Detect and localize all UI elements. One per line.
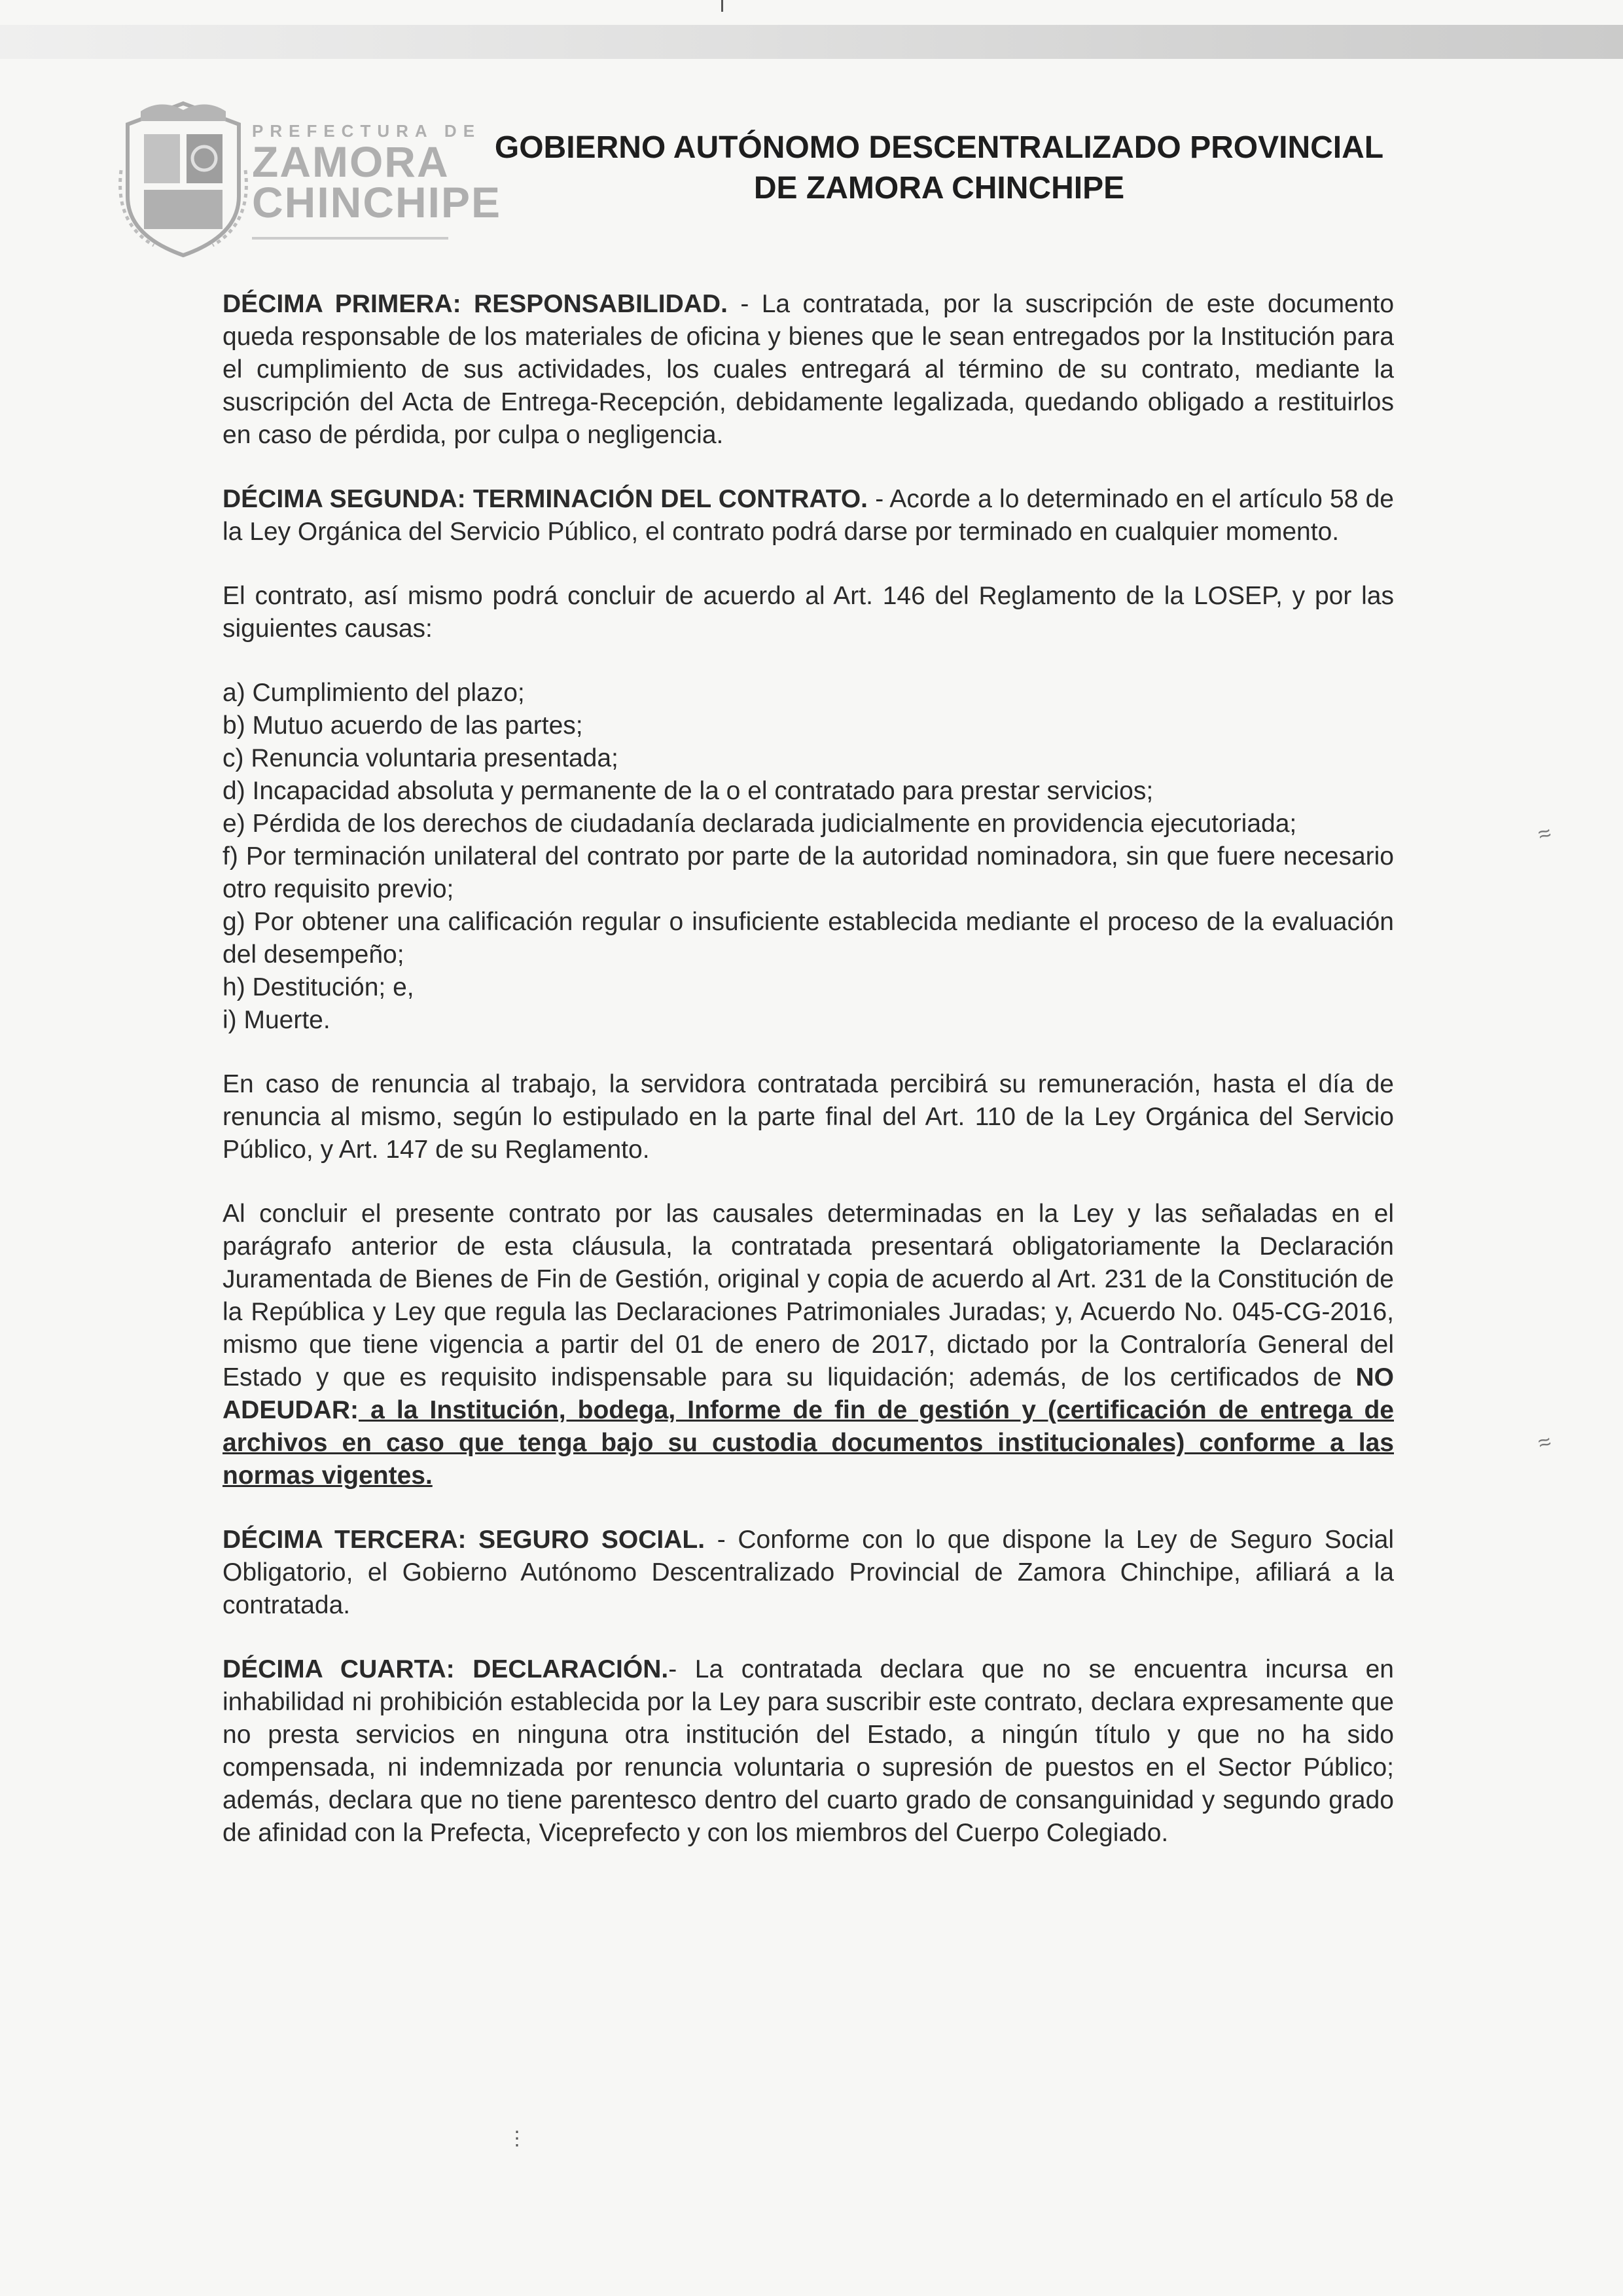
list-item: g) Por obtener una calificación regular o insuficiente establecida mediante el proceso de la evaluación del desempeño; — [223, 908, 1394, 969]
scan-dots: ⋮ — [507, 2128, 527, 2149]
clause-heading: DÉCIMA TERCERA: SEGURO SOCIAL. — [223, 1526, 705, 1554]
causes-list — [223, 677, 1394, 1037]
list-item: a) Cumplimiento del plazo; — [223, 679, 525, 707]
list-item: h) Destitución; e, — [223, 973, 414, 1001]
list-item: d) Incapacidad absoluta y permanente de la o el contratado para prestar servicios; — [223, 777, 1154, 805]
paragraph-declaration-requirement — [223, 1198, 1394, 1492]
clause-heading: DÉCIMA SEGUNDA: TERMINACIÓN DEL CONTRATO. — [223, 485, 868, 513]
header-title-line-1: GOBIERNO AUTÓNOMO DESCENTRALIZADO PROVINCIAL — [494, 130, 1384, 165]
document-body — [223, 288, 1394, 1881]
paragraph-resignation: En caso de renuncia al trabajo, la servidora contratada percibirá su remuneración, hasta el día de renuncia al mismo, según lo estipulado en la parte final del Art. 110 de la Ley Orgánica del Servicio Público, y Art. 147 de su Reglamento. — [223, 1070, 1394, 1164]
clause-text: - La contratada declara que no se encuentra incursa en inhabilidad ni prohibición establecida por la Ley para suscribir este contrato, declara expresamente que no presta servicios en ninguna otra institución del Estado, a ningún título y que no ha sido compensada, ni indemnizada por renuncia voluntaria o supresión de puestos en el Sector Público; además, declara que no tiene parentesco dentro del cuarto grado de consanguinidad y segundo grado de afinidad con la Prefecta, Viceprefecto y con los miembros del Cuerpo Colegiado. — [223, 1655, 1394, 1847]
clause-decima-tercera — [223, 1524, 1394, 1622]
clause-decima-primera — [223, 288, 1394, 452]
header-title-line-2: DE ZAMORA CHINCHIPE — [753, 171, 1125, 206]
clause-text: - La contratada, por la suscripción de este documento queda responsable de los materiales de oficina y bienes que le sean entregados por la Institución para el cumplimiento de sus actividades, los cuales entregará al término de su contrato, mediante la suscripción del Acta de Entrega-Recepción, debidamente legalizada, quedando obligado a restituirlos en caso de pérdida, por culpa o negligencia. — [223, 290, 1395, 449]
list-item: e) Pérdida de los derechos de ciudadanía declarada judicialmente en providencia ejecutoriada; — [223, 810, 1297, 838]
clause-text: - Acorde a lo determinado en el artículo 58 de la Ley Orgánica del Servicio Público, el contrato podrá darse por terminado en cualquier momento. — [223, 485, 1395, 546]
list-item: f) Por terminación unilateral del contrato por parte de la autoridad nominadora, sin que fuere necesario otro requisito previo; — [223, 842, 1394, 903]
no-adeudar-requirements: a la Institución, bodega, Informe de fin de gestión y (certificación de entrega de archivos en caso que tenga bajo su custodia documentos institucionales) conforme a las normas vigentes. — [223, 1396, 1394, 1490]
list-item: i) Muerte. — [223, 1006, 330, 1034]
logo-text-chinchipe: CHINCHIPE — [252, 178, 502, 226]
margin-scribble: ≈ — [1535, 1429, 1554, 1456]
logo-text-zamora: ZAMORA — [252, 137, 450, 186]
clause-decima-cuarta — [223, 1653, 1394, 1850]
document-header-title — [471, 128, 1407, 209]
scan-shadow-band — [0, 25, 1623, 59]
list-item: c) Renuncia voluntaria presentada; — [223, 744, 618, 772]
margin-scribble: ≈ — [1535, 820, 1554, 848]
logo-underline — [252, 237, 448, 240]
clause-decima-segunda — [223, 483, 1394, 548]
logo-wordmark — [252, 121, 501, 240]
clause-heading: DÉCIMA CUARTA: DECLARACIÓN. — [223, 1655, 669, 1683]
paragraph-text: Al concluir el presente contrato por las causales determinadas en la Ley y las señaladas en el parágrafo anterior de esta cláusula, la contratada presentará obligatoriamente la Declaración Juramentada de Bienes de Fin de Gestión, original y copia de acuerdo al Art. 231 de la Constitución de la República y Ley que regula las Declaraciones Patrimoniales Juradas; y, Acuerdo No. 045-CG-2016, mismo que tiene vigencia a partir del 01 de enero de 2017, dictado por la Contraloría General del Estado y que es requisito indispensable para su liquidación; además, de los certificados de — [223, 1200, 1394, 1391]
list-item: b) Mutuo acuerdo de las partes; — [223, 711, 583, 740]
logo-text-small: PREFECTURA DE — [252, 121, 482, 141]
scan-mark — [721, 0, 723, 12]
clause-heading: DÉCIMA PRIMERA: RESPONSABILIDAD. — [223, 290, 728, 318]
no-adeudar-label: NO ADEUDAR: — [223, 1363, 1394, 1424]
prefecture-emblem-logo — [115, 98, 252, 262]
clause-text: - Conforme con lo que dispone la Ley de Seguro Social Obligatorio, el Gobierno Autónomo Descentralizado Provincial de Zamora Chinchipe, afiliará a la contratada. — [223, 1526, 1394, 1619]
paragraph-causes-intro: El contrato, así mismo podrá concluir de acuerdo al Art. 146 del Reglamento de la LOSEP, y por las siguientes causas: — [223, 582, 1394, 643]
